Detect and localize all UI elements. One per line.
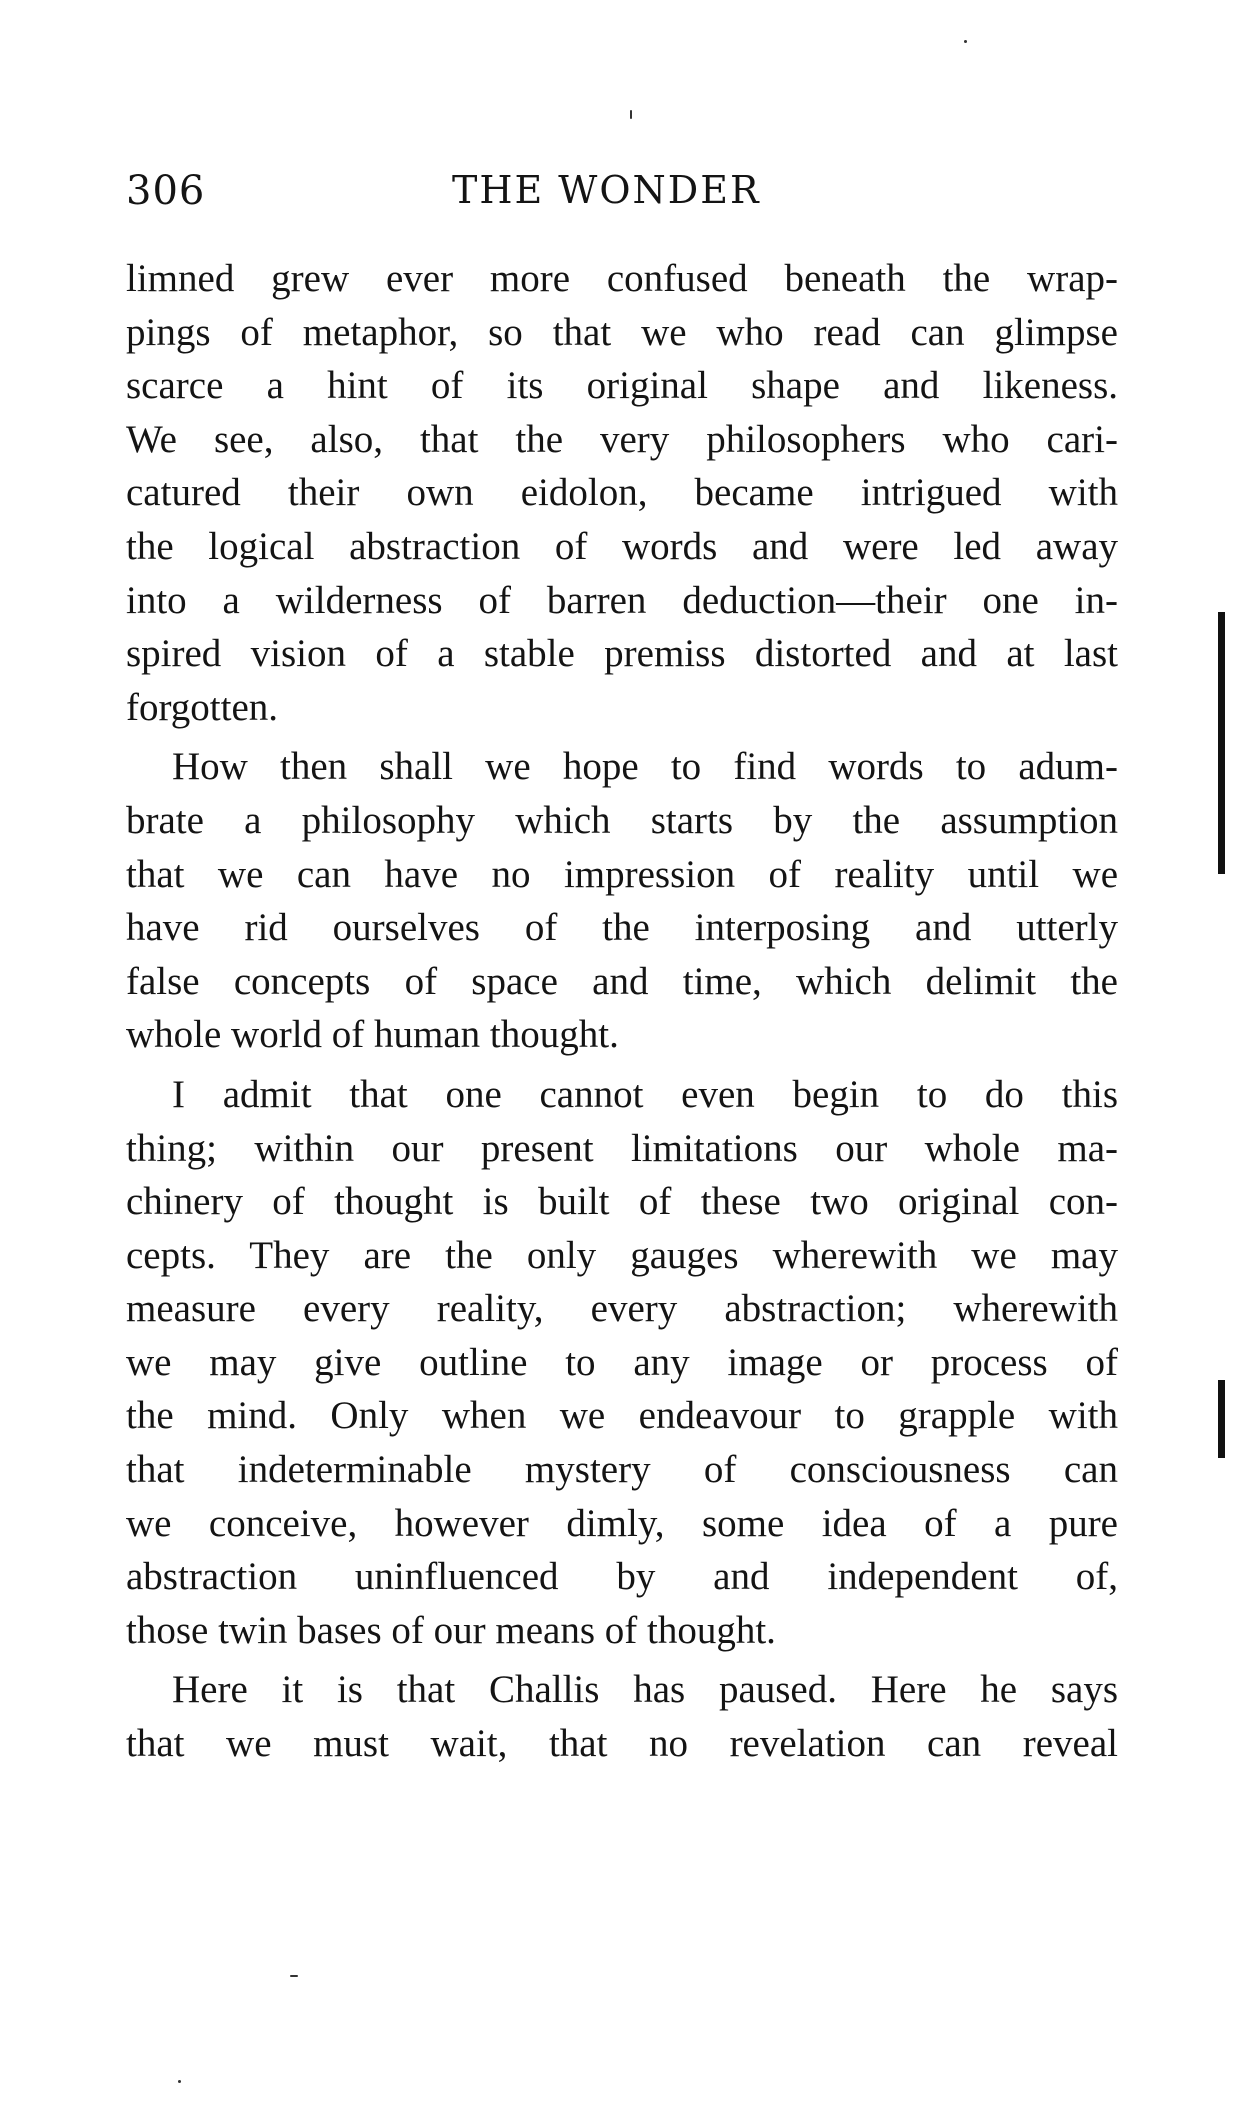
- text-line: we conceive, however dimly, some idea of a pure: [126, 1501, 1118, 1545]
- text-line: We see, also, that the very philosophers who cari-: [126, 417, 1118, 461]
- running-title: THE WONDER: [452, 168, 761, 212]
- margin-scan-mark: [1218, 1380, 1225, 1458]
- running-header: [126, 168, 1118, 228]
- text-line: into a wilderness of barren deduction—their one in-: [126, 578, 1118, 622]
- text-line: limned grew ever more confused beneath the wrap-: [126, 257, 1118, 300]
- text-line: brate a philosophy which starts by the assumption: [126, 798, 1118, 842]
- text-line: we may give outline to any image or process of: [126, 1340, 1118, 1384]
- text-line: abstraction uninfluenced by and independent of,: [126, 1555, 1118, 1599]
- paragraph-2: [126, 740, 1118, 1062]
- paragraph-3: [126, 1068, 1118, 1658]
- text-line: that we can have no impression of reality until we: [126, 852, 1118, 896]
- text-line: catured their own eidolon, became intrigued with: [126, 471, 1118, 515]
- text-line: measure every reality, every abstraction; wherewith: [126, 1287, 1118, 1331]
- paper-speck: [630, 110, 632, 119]
- text-line: pings of metaphor, so that we who read can glimpse: [126, 310, 1118, 354]
- paper-speck: [964, 40, 967, 43]
- paragraph-4: [126, 1663, 1118, 1770]
- page-number: 306: [126, 168, 206, 214]
- text-line: spired vision of a stable premiss distorted and at last: [126, 632, 1118, 676]
- text-line: whole world of human thought.: [126, 1013, 619, 1057]
- text-line: Here it is that Challis has paused. Here he says: [172, 1668, 1118, 1712]
- text-line: forgotten.: [126, 685, 279, 729]
- text-line: the logical abstraction of words and were led away: [126, 524, 1118, 568]
- text-line: chinery of thought is built of these two original con-: [126, 1180, 1118, 1224]
- text-line: false concepts of space and time, which delimit the: [126, 959, 1118, 1003]
- text-line: scarce a hint of its original shape and likeness.: [126, 364, 1118, 408]
- text-line: cepts. They are the only gauges wherewith we may: [126, 1233, 1118, 1277]
- margin-scan-mark: [1218, 612, 1225, 874]
- body-text: [126, 252, 1118, 1777]
- text-line: that indeterminable mystery of consciousness can: [126, 1448, 1118, 1492]
- text-line: thing; within our present limitations our whole ma-: [126, 1126, 1118, 1170]
- paragraph-1: [126, 252, 1118, 734]
- text-line: that we must wait, that no revelation can reveal: [126, 1722, 1118, 1766]
- text-line: have rid ourselves of the interposing and utterly: [126, 906, 1118, 950]
- paper-speck: [178, 2080, 181, 2083]
- text-line: How then shall we hope to find words to adum-: [172, 745, 1118, 789]
- text-line: the mind. Only when we endeavour to grapple with: [126, 1394, 1118, 1438]
- text-line: those twin bases of our means of thought.: [126, 1608, 776, 1652]
- text-line: I admit that one cannot even begin to do this: [172, 1072, 1118, 1116]
- paper-speck: [290, 1975, 298, 1977]
